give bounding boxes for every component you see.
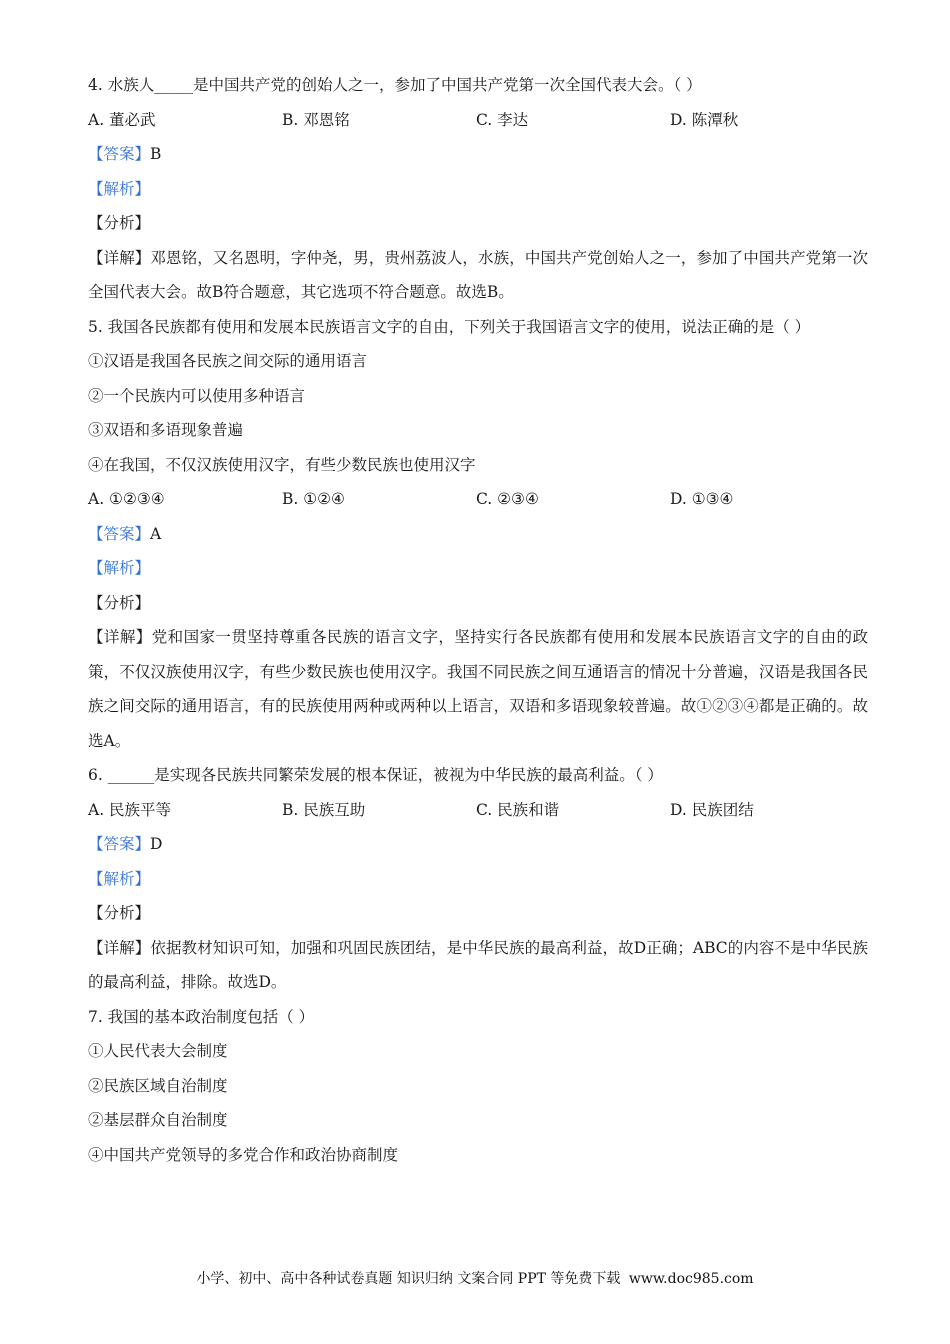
detail-text: 党和国家一贯坚持尊重各民族的语言文字，坚持实行各民族都有使用和发展本民族语言文字的自由的政策，不仅汉族使用汉字，有些少数民族也使用汉字。我国不同民族之间互通语言的情况十分普遍，汉语是我国各民族之间交际的通用语言，有的民族使用两种或两种以上语言，双语和多语现象较普遍。故①②③④都是正确的。故选A。 — [88, 628, 868, 750]
question-4-analysis-tag: 【解析】 — [88, 179, 151, 198]
question-5-item-1: ①汉语是我国各民族之间交际的通用语言 — [88, 352, 368, 370]
question-6-options — [88, 793, 868, 828]
answer-tag: 【答案】 — [88, 145, 151, 163]
option-a: A. 董必武 — [88, 110, 156, 129]
question-6-detail — [88, 931, 868, 1000]
detail-tag: 【详解】 — [88, 628, 152, 646]
answer-value: D — [150, 835, 163, 853]
question-6-answer — [88, 827, 868, 862]
detail-text: 邓恩铭，又名恩明，字仲尧，男，贵州荔波人，水族，中国共产党创始人之一，参加了中国共产党第一次全国代表大会。故B符合题意，其它选项不符合题意。故选B。 — [88, 248, 868, 301]
question-5-stem: 5. 我国各民族都有使用和发展本民族语言文字的自由，下列关于我国语言文字的使用，说法正确的是（ ） — [88, 317, 811, 336]
question-5-item-4: ④在我国，不仅汉族使用汉字，有些少数民族也使用汉字 — [88, 455, 476, 474]
page-footer — [0, 1268, 950, 1288]
option-d: D. ①③④ — [670, 490, 734, 508]
option-d: D. 民族团结 — [670, 800, 754, 819]
question-6-stem: 6. ______是实现各民族共同繁荣发展的根本保证，被视为中华民族的最高利益。（ ） — [88, 766, 663, 784]
question-4-stem: 4. 水族人_____是中国共产党的创始人之一，参加了中国共产党第一次全国代表大会。（ ） — [88, 76, 702, 94]
question-5-fenxi-tag: 【分析】 — [88, 593, 151, 612]
question-4-detail — [88, 241, 868, 310]
question-5-options — [88, 482, 868, 517]
question-4-options — [88, 103, 868, 138]
question-5-detail — [88, 620, 868, 758]
option-c: C. 李达 — [476, 110, 529, 129]
option-c: C. 民族和谐 — [476, 800, 560, 819]
answer-tag: 【答案】 — [88, 524, 151, 543]
option-b: B. 民族互助 — [282, 800, 366, 819]
question-7-stem: 7. 我国的基本政治制度包括（ ） — [88, 1007, 315, 1026]
option-b: B. ①②④ — [282, 490, 345, 508]
question-5-item-3: ③双语和多语现象普遍 — [88, 421, 244, 439]
question-5-answer — [88, 517, 868, 552]
question-7-item-3: ②基层群众自治制度 — [88, 1111, 228, 1129]
option-d: D. 陈潭秋 — [670, 110, 739, 129]
detail-tag: 【详解】 — [88, 938, 151, 957]
option-b: B. 邓恩铭 — [282, 110, 350, 129]
question-7-item-2: ②民族区域自治制度 — [88, 1076, 228, 1095]
answer-value: B — [150, 145, 162, 163]
question-4-fenxi-tag: 【分析】 — [88, 214, 151, 232]
document-body — [88, 68, 868, 1172]
question-7-item-4: ④中国共产党领导的多党合作和政治协商制度 — [88, 1145, 399, 1164]
option-a: A. 民族平等 — [88, 800, 172, 819]
footer-text: 小学、初中、高中各种试卷真题 知识归纳 文案合同 PPT 等免费下载 — [196, 1271, 621, 1287]
question-5-analysis-tag: 【解析】 — [88, 559, 151, 577]
answer-value: A — [150, 524, 162, 543]
detail-tag: 【详解】 — [88, 248, 151, 267]
question-7-item-1: ①人民代表大会制度 — [88, 1042, 228, 1060]
question-4-answer — [88, 137, 868, 172]
detail-text: 依据教材知识可知，加强和巩固民族团结，是中华民族的最高利益，故D正确；ABC的内容不是中华民族的最高利益，排除。故选D。 — [88, 938, 868, 991]
question-6-fenxi-tag: 【分析】 — [88, 904, 151, 922]
answer-tag: 【答案】 — [88, 835, 151, 853]
question-5-item-2: ②一个民族内可以使用多种语言 — [88, 386, 306, 405]
question-6-analysis-tag: 【解析】 — [88, 869, 151, 888]
option-a: A. ①②③④ — [88, 490, 165, 508]
footer-site-link[interactable]: www.doc985.com — [628, 1271, 754, 1287]
option-c: C. ②③④ — [476, 490, 539, 508]
